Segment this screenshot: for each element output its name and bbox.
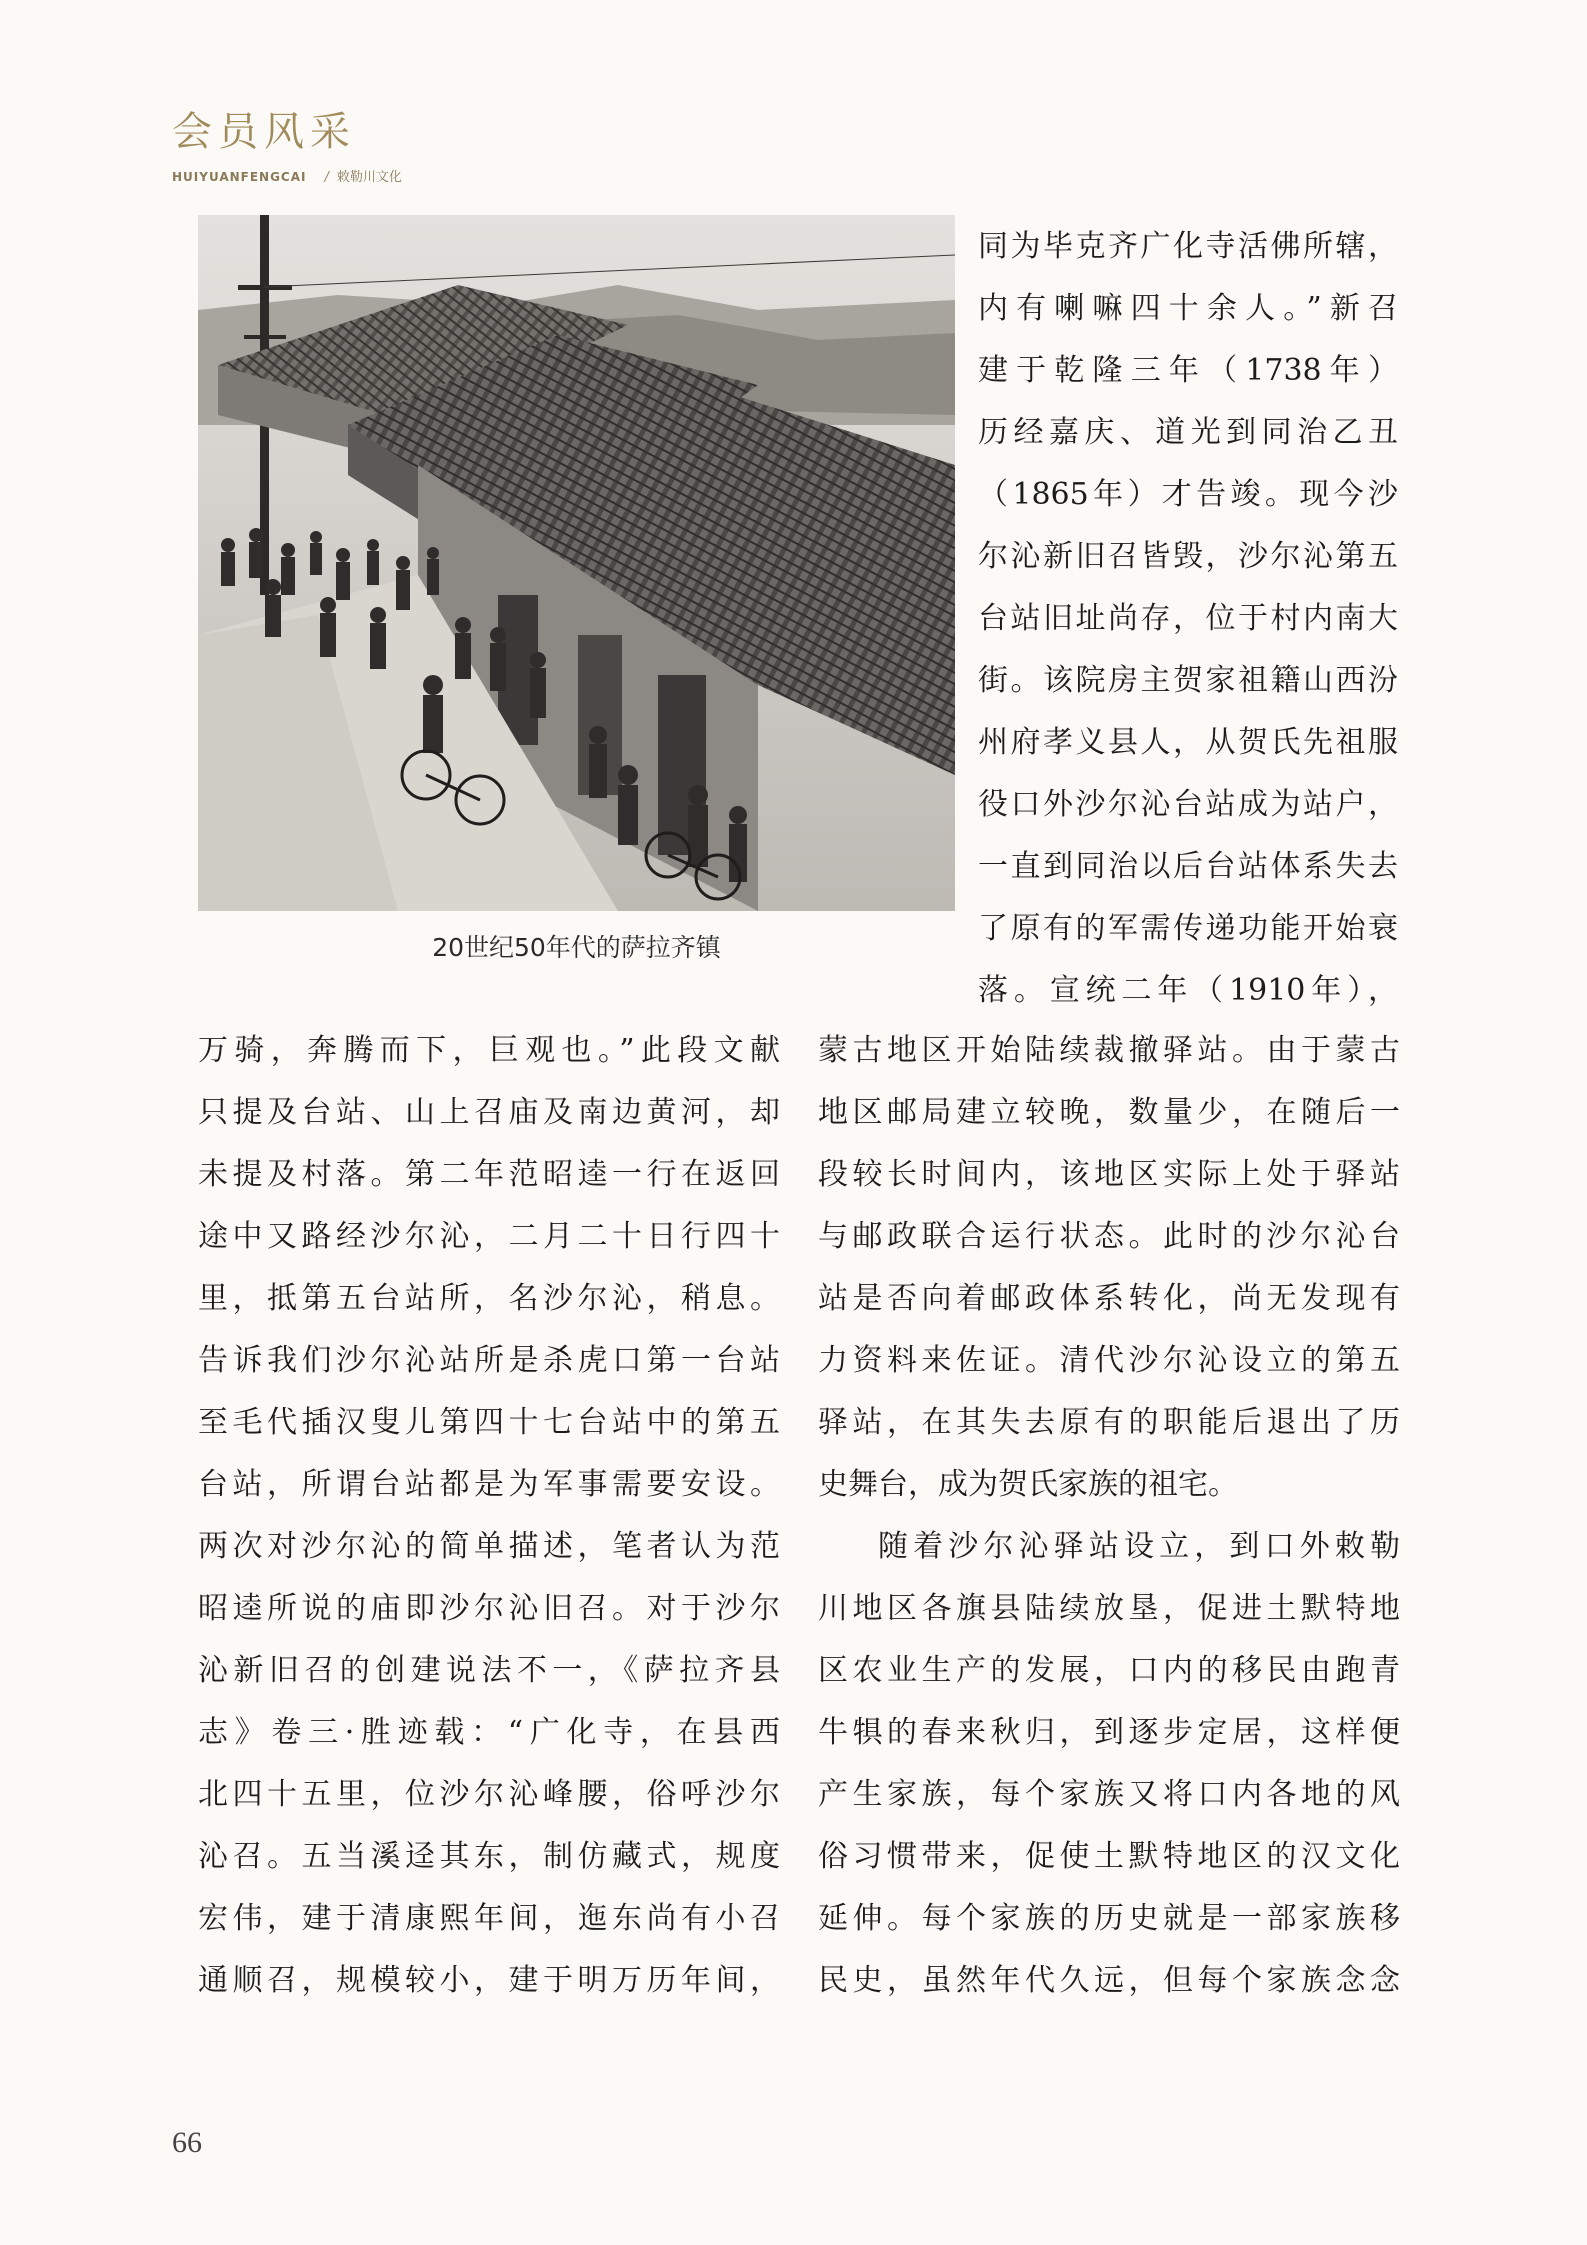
text-line: 州府孝义县人，从贺氏先祖服	[978, 725, 1398, 760]
section-subtitle-cn: 敕勒川文化	[336, 170, 402, 185]
text-column-top-right	[978, 216, 1398, 1022]
text-line: 里，抵第五台站所，名沙尔沁，稍息。	[198, 1281, 780, 1316]
text-line: 至毛代插汉叟儿第四十七台站中的第五	[198, 1405, 780, 1440]
text-line: 地区邮局建立较晚，数量少，在随后一	[818, 1095, 1400, 1130]
text-line: 产生家族，每个家族又将口内各地的风	[818, 1777, 1400, 1812]
text-line: 沁召。五当溪迳其东，制仿藏式，规度	[198, 1839, 780, 1874]
text-line: 史舞台，成为贺氏家族的祖宅。	[818, 1467, 1238, 1502]
section-header	[172, 109, 402, 185]
text-line: 宏伟，建于清康熙年间，迤东尚有小召	[198, 1901, 780, 1936]
text-line: 了原有的军需传递功能开始衰	[978, 911, 1398, 946]
text-line: 同为毕克齐广化寺活佛所辖，	[978, 229, 1398, 264]
section-subtitle	[172, 166, 402, 185]
text-line: 历经嘉庆、道光到同治乙丑	[978, 415, 1398, 450]
text-column-right	[818, 1020, 1400, 2012]
text-line: 台站旧址尚存，位于村内南大	[978, 601, 1398, 636]
text-line: 告诉我们沙尔沁站所是杀虎口第一台站	[198, 1343, 780, 1378]
historical-photo	[198, 215, 955, 911]
text-line: 未提及村落。第二年范昭逵一行在返回	[198, 1157, 780, 1192]
text-line: 志》卷三·胜迹载：“广化寺，在县西	[198, 1715, 780, 1750]
text-line: 沁新旧召的创建说法不一，《萨拉齐县	[198, 1653, 780, 1688]
text-line: 街。该院房主贺家祖籍山西汾	[978, 663, 1398, 698]
page-number: 66	[172, 2126, 202, 2159]
text-line: 只提及台站、山上召庙及南边黄河，却	[198, 1095, 780, 1130]
text-line: 途中又路经沙尔沁，二月二十日行四十	[198, 1219, 780, 1254]
text-line: 通顺召，规模较小，建于明万历年间，	[198, 1963, 780, 1998]
text-line: 内有喇嘛四十余人。”新召	[978, 291, 1398, 326]
paragraph-first-line: 随着沙尔沁驿站设立，到口外敕勒	[878, 1529, 1400, 1564]
text-line: （1865年）才告竣。现今沙	[978, 477, 1398, 512]
text-line: 驿站，在其失去原有的职能后退出了历	[818, 1405, 1400, 1440]
text-line: 万骑，奔腾而下，巨观也。”此段文献	[198, 1033, 780, 1068]
text-line: 蒙古地区开始陆续裁撤驿站。由于蒙古	[818, 1033, 1400, 1068]
section-title: 会员风采	[172, 109, 356, 155]
text-line: 区农业生产的发展，口内的移民由跑青	[818, 1653, 1400, 1688]
photo-caption: 20世纪50年代的萨拉齐镇	[432, 933, 721, 962]
text-line: 俗习惯带来，促使土默特地区的汉文化	[818, 1839, 1400, 1874]
text-line: 段较长时间内，该地区实际上处于驿站	[818, 1157, 1400, 1192]
text-line: 延伸。每个家族的历史就是一部家族移	[818, 1901, 1400, 1936]
text-line: 牛犋的春来秋归，到逐步定居，这样便	[818, 1715, 1400, 1750]
text-line: 与邮政联合运行状态。此时的沙尔沁台	[818, 1219, 1400, 1254]
text-line: 昭逵所说的庙即沙尔沁旧召。对于沙尔	[198, 1591, 780, 1626]
text-line: 台站，所谓台站都是为军事需要安设。	[198, 1467, 780, 1502]
text-line: 川地区各旗县陆续放垦，促进土默特地	[818, 1591, 1400, 1626]
text-line: 站是否向着邮政体系转化，尚无发现有	[818, 1281, 1400, 1316]
section-subtitle-latin: HUIYUANFENGCAI	[172, 170, 307, 184]
text-line: 落。宣统二年（1910年），	[978, 973, 1398, 1008]
text-line: 建于乾隆三年（1738年）	[978, 353, 1398, 388]
text-line: 役口外沙尔沁台站成为站户，	[978, 787, 1398, 822]
text-line: 力资料来佐证。清代沙尔沁设立的第五	[818, 1343, 1400, 1378]
text-line: 北四十五里，位沙尔沁峰腰，俗呼沙尔	[198, 1777, 780, 1812]
text-line: 尔沁新旧召皆毁，沙尔沁第五	[978, 539, 1398, 574]
text-line: 两次对沙尔沁的简单描述，笔者认为范	[198, 1529, 780, 1564]
text-line: 民史，虽然年代久远，但每个家族念念	[818, 1963, 1400, 1998]
text-column-left	[198, 1020, 780, 2012]
subtitle-slash: /	[324, 170, 329, 185]
text-line: 一直到同治以后台站体系失去	[978, 849, 1398, 884]
